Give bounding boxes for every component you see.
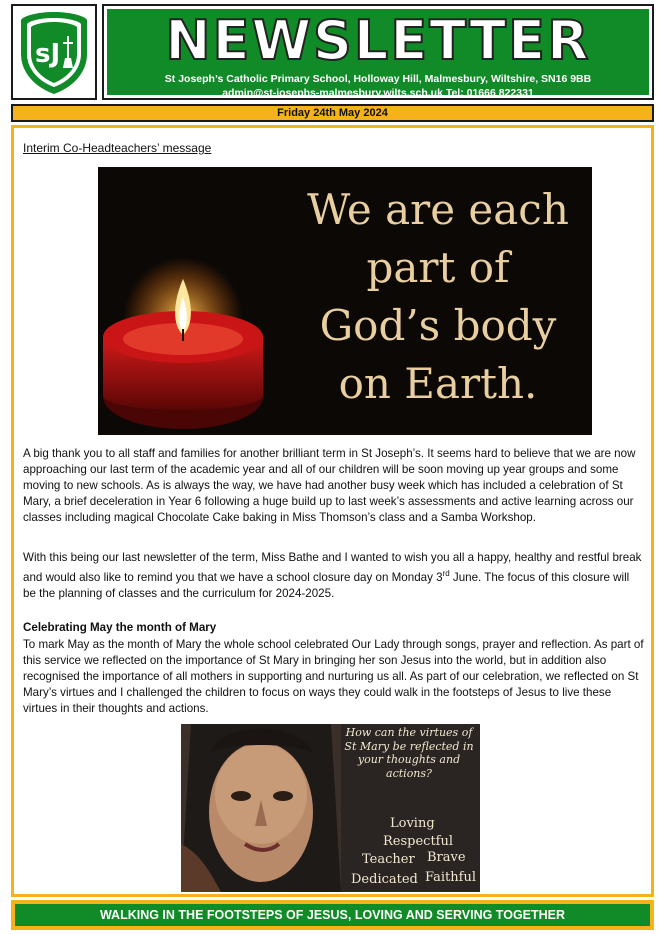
svg-text:sJ: sJ bbox=[35, 39, 61, 69]
paragraph-mary: To mark May as the month of Mary the whole school celebrated Our Lady through songs, prayer and reflection. As part of this service we reflected on the importance of St Mary in bringing her son Jesus into the world, but in addition also recognised the importance of all mothers in supporting and nurturing us all. As part of our celebration, we reflected on St Mary’s virtues and I challenged the children to focus on ways they could walk in the footsteps of Jesus to live these virtues in their thoughts and actions. bbox=[23, 638, 644, 715]
paragraph-thanks: A big thank you to all staff and families for another brilliant term in St Joseph’s. It seems hard to believe that we are now approaching our last term of the academic year and all of our children will be soon moving up year groups and some moving to new schools. As is always the way, we have had another busy week which has included a celebration of St Mary, a brief deceleration in Year 6 following a huge build up to last week’s assessments and active learning across our classes including magical Chocolate Cake baking in Miss Thomson’s class and a Samba Workshop. bbox=[23, 447, 636, 524]
virtue-dedicated: Dedicated bbox=[351, 872, 418, 887]
paragraph-closure: With this being our last newsletter of the term, Miss Bathe and I wanted to wish you all a happy, healthy and restful break and would also like to remind you that we have a school closure day on Monday 3rd June. The focus of this closure will be the planning of classes and the curriculum for 2024-2025. bbox=[23, 551, 642, 600]
virtue-respectful: Respectful bbox=[383, 834, 454, 849]
candle-image bbox=[98, 167, 592, 435]
shield-logo-icon bbox=[13, 6, 95, 98]
mary-virtues-image bbox=[181, 724, 480, 892]
school-address: St Joseph’s Catholic Primary School, Holloway Hill, Malmesbury, Wiltshire, SN16 9BB bbox=[164, 73, 592, 85]
section-title: Interim Co-Headteachers’ message bbox=[23, 141, 212, 155]
virtue-brave: Brave bbox=[427, 850, 466, 865]
school-logo bbox=[11, 4, 97, 100]
footer-motto: WALKING IN THE FOOTSTEPS OF JESUS, LOVING AND SERVING TOGETHER bbox=[15, 904, 650, 926]
newsletter-title: NEWSLETTER bbox=[165, 9, 591, 72]
masthead-panel bbox=[102, 4, 654, 100]
virtue-loving: Loving bbox=[390, 816, 435, 831]
virtue-teacher: Teacher bbox=[362, 852, 415, 867]
candle-image-caption: We are each part of God’s body on Earth. bbox=[307, 185, 569, 408]
footer-banner bbox=[11, 900, 654, 930]
virtues-question: How can the virtues of St Mary be reflected in your thoughts and actions? bbox=[344, 726, 474, 780]
virtue-faithful: Faithful bbox=[425, 870, 476, 885]
subheading-mary: Celebrating May the month of Mary bbox=[23, 621, 217, 634]
school-contact: admin@st-josephs-malmesbury.wilts.sch.uk Tel: 01666 822331 bbox=[222, 87, 534, 99]
main-panel bbox=[11, 125, 654, 897]
issue-date: Friday 24th May 2024 bbox=[11, 104, 654, 122]
